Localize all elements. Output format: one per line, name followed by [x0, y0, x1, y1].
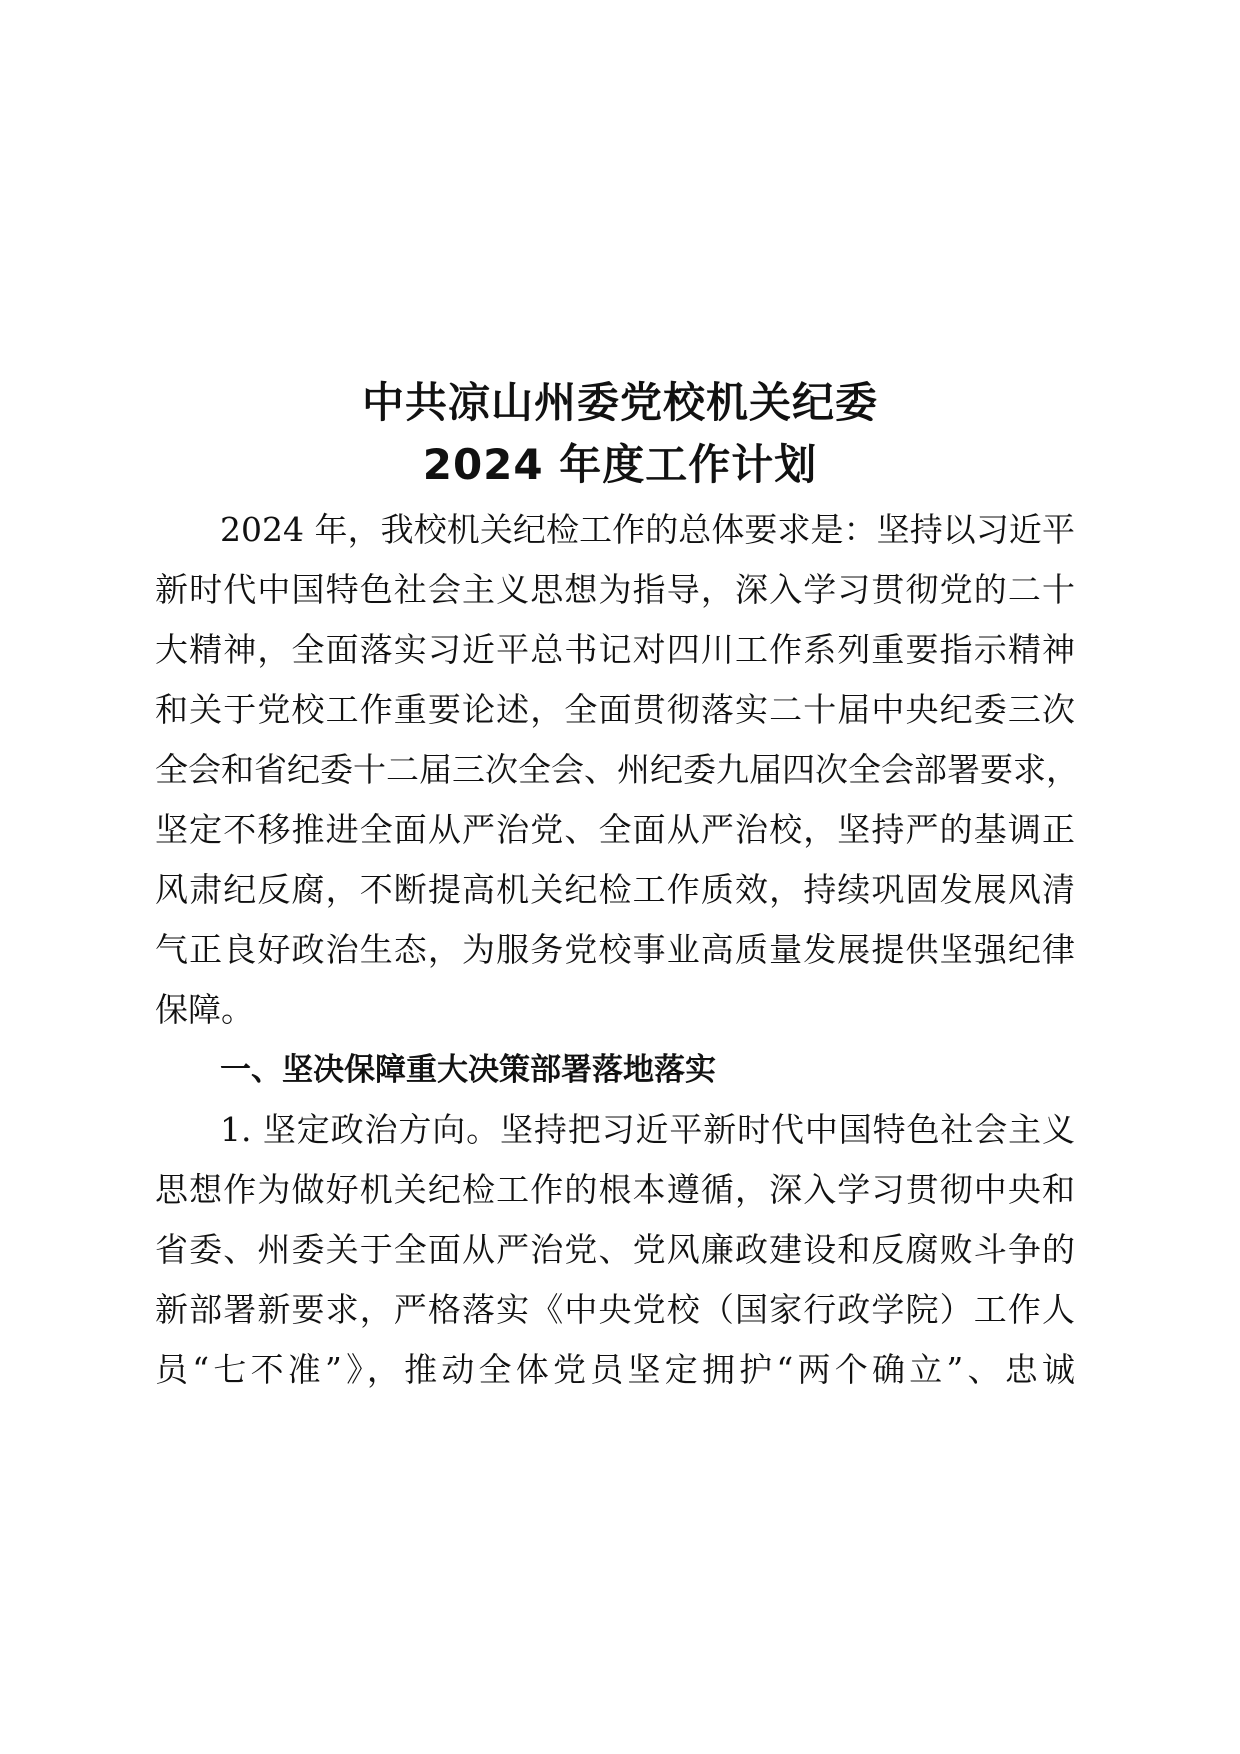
paragraph-line: 员“七不准”》，推动全体党员坚定拥护“两个确立”、忠诚 [155, 1350, 1075, 1389]
paragraph-line: 省委、州委关于全面从严治党、党风廉政建设和反腐败斗争的 [155, 1230, 1075, 1269]
document-title: 中共凉山州委党校机关纪委 [361, 378, 878, 427]
paragraph-line: 大精神，全面落实习近平总书记对四川工作系列重要指示精神 [155, 630, 1075, 669]
paragraph-line: 保障。 [155, 990, 254, 1029]
paragraph-line: 新时代中国特色社会主义思想为指导，深入学习贯彻党的二十 [155, 570, 1075, 609]
paragraph-line: 思想作为做好机关纪检工作的根本遵循，深入学习贯彻中央和 [155, 1170, 1075, 1209]
paragraph-line: 坚定不移推进全面从严治党、全面从严治校，坚持严的基调正 [155, 810, 1075, 849]
paragraph-line: 1. 坚定政治方向。坚持把习近平新时代中国特色社会主义 [220, 1110, 1075, 1149]
paragraph-line: 全会和省纪委十二届三次全会、州纪委九届四次全会部署要求， [155, 750, 1079, 789]
paragraph-line: 和关于党校工作重要论述，全面贯彻落实二十届中央纪委三次 [155, 690, 1075, 729]
paragraph-line: 2024 年，我校机关纪检工作的总体要求是：坚持以习近平 [220, 510, 1075, 549]
document-subtitle: 2024 年度工作计划 [422, 440, 818, 489]
paragraph-line: 风肃纪反腐，不断提高机关纪检工作质效，持续巩固发展风清 [155, 870, 1075, 909]
paragraph-line: 气正良好政治生态，为服务党校事业高质量发展提供坚强纪律 [155, 930, 1075, 969]
section-heading: 一、坚决保障重大决策部署落地落实 [220, 1052, 716, 1088]
paragraph-line: 新部署新要求，严格落实《中央党校（国家行政学院）工作人 [155, 1290, 1075, 1329]
